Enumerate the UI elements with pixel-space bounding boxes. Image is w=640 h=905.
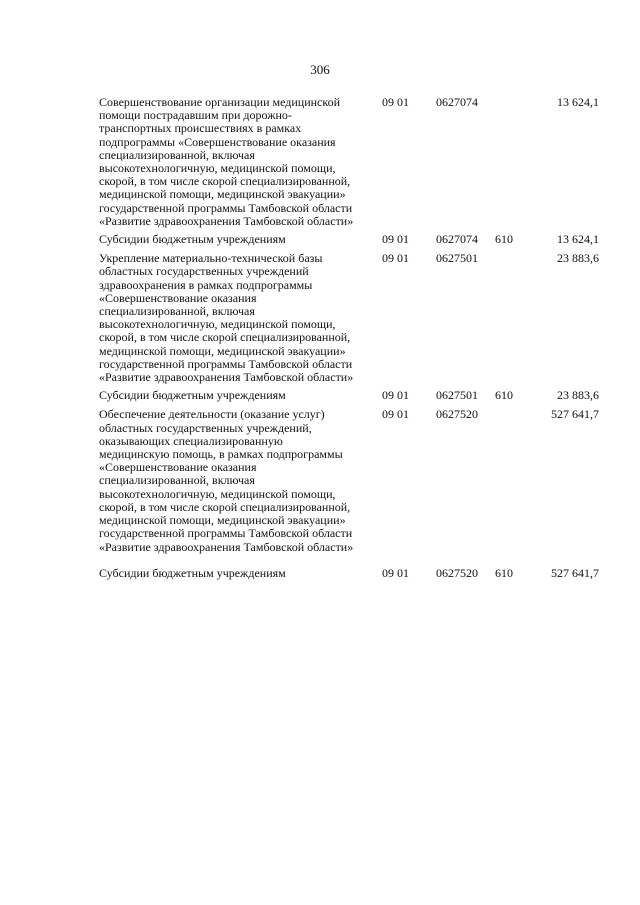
table-row	[99, 96, 609, 228]
row-section: 09 01	[382, 388, 409, 403]
row-expense-type: 610	[495, 565, 513, 580]
table-row	[99, 389, 609, 402]
row-name: Укрепление материально-технической базы областных государственных учреждений здравоохранения в рамках подпрограммы «Совершенствование оказания специализированной, включая высокотехнологичную, медицинской помощи, скорой, в том числе скорой специализированной, медицинской помощи, медицинской эвакуации» государственной программы Тамбовской области «Развитие здравоохранения Тамбовской области»	[99, 251, 354, 385]
row-amount: 527 641,7	[551, 565, 599, 580]
row-amount: 23 883,6	[557, 251, 599, 266]
row-amount: 23 883,6	[557, 388, 599, 403]
row-expense-type: 610	[495, 232, 513, 247]
row-section: 09 01	[382, 95, 409, 109]
row-target-code: 0627501	[436, 251, 478, 266]
table-row	[99, 252, 609, 384]
row-target-code: 0627074	[436, 232, 478, 247]
row-name: Субсидии бюджетным учреждениям	[99, 232, 286, 247]
row-name: Обеспечение деятельности (оказание услуг) областных государственных учреждений, оказывающих специализированную медицинскую помощь, в рамках подпрограммы «Совершенствование оказания специализированной, включая высокотехнологичную, медицинской помощи, скорой, в том числе скорой специализированной, медицинской помощи, медицинской эвакуации» государственной программы Тамбовской области «Развитие здравоохранения Тамбовской области»	[99, 407, 354, 554]
table-row	[99, 567, 609, 580]
row-amount: 527 641,7	[551, 407, 599, 422]
row-name: Субсидии бюджетным учреждениям	[99, 388, 286, 403]
row-expense-type: 610	[495, 388, 513, 403]
row-amount: 13 624,1	[557, 95, 599, 109]
row-target-code: 0627520	[436, 565, 478, 580]
budget-table	[99, 96, 609, 580]
row-section: 09 01	[382, 251, 409, 266]
row-section: 09 01	[382, 407, 409, 422]
row-target-code: 0627520	[436, 407, 478, 422]
row-target-code: 0627074	[436, 95, 478, 109]
row-target-code: 0627501	[436, 388, 478, 403]
row-section: 09 01	[382, 565, 409, 580]
page-number: 306	[310, 62, 330, 77]
row-name: Совершенствование организации медицинской помощи пострадавшим при дорожно-транспортных происшествиях в рамках подпрограммы «Совершенствование оказания специализированной, включая высокотехнологичную, медицинской помощи, скорой, в том числе скорой специализированной, медицинской помощи, медицинской эвакуации» государственной программы Тамбовской области «Развитие здравоохранения Тамбовской области»	[99, 95, 354, 228]
row-section: 09 01	[382, 232, 409, 247]
table-row	[99, 408, 609, 553]
row-name: Субсидии бюджетным учреждениям	[99, 565, 286, 580]
table-row	[99, 233, 609, 246]
row-amount: 13 624,1	[557, 232, 599, 247]
